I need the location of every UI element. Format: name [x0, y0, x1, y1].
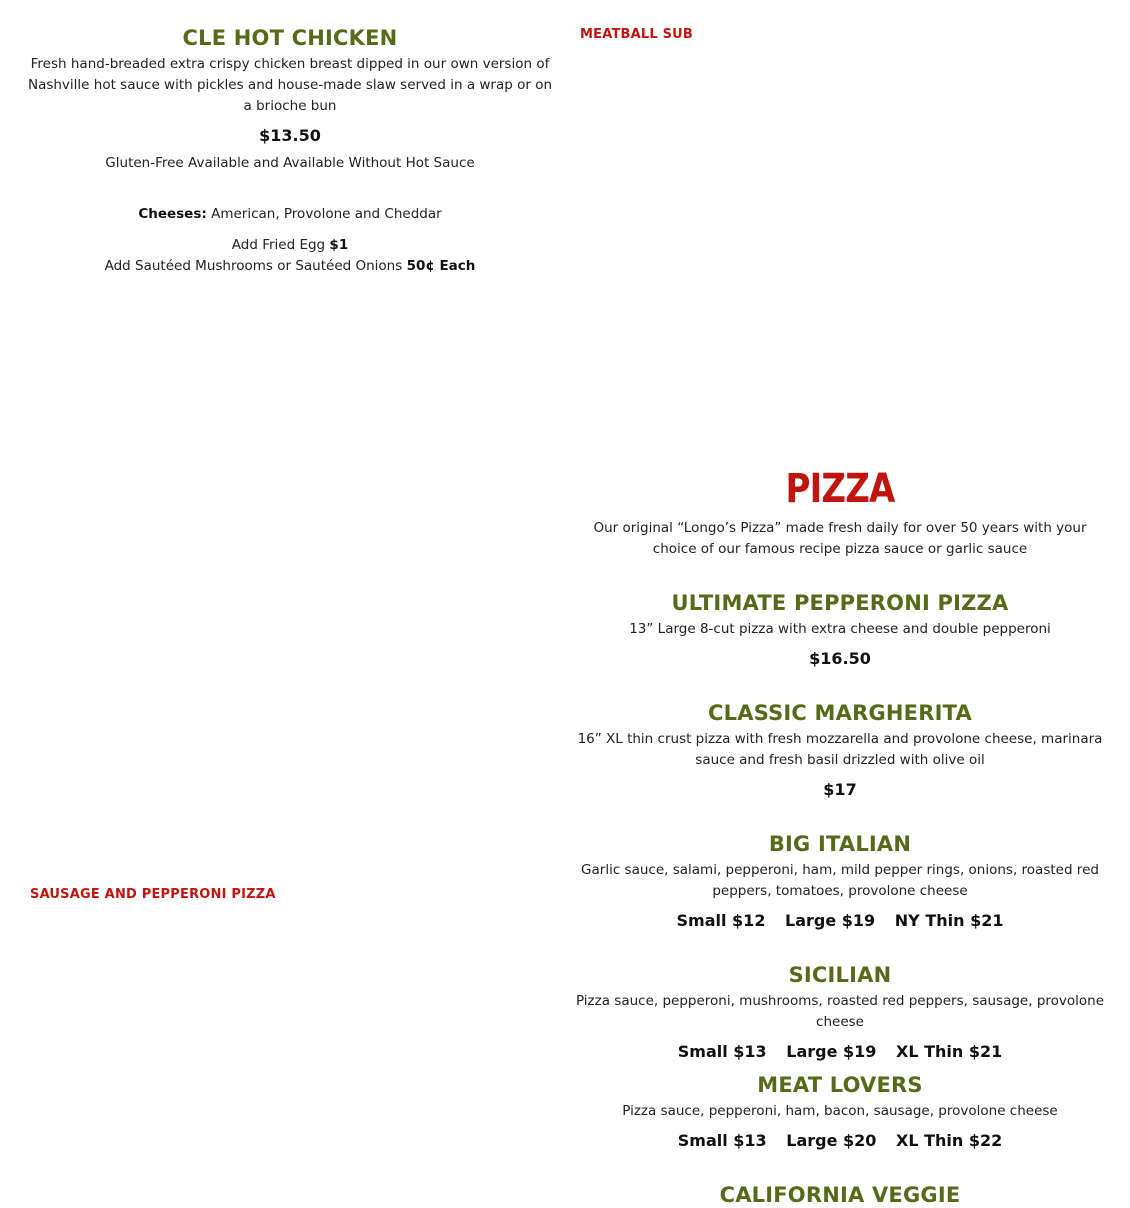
item-note: Gluten-Free Available and Available Without Hot Sauce — [105, 155, 475, 171]
price-large: Large $19 — [786, 1042, 877, 1061]
pizza-item-california-veggie — [575, 1183, 1105, 1207]
pizza-section — [575, 466, 1105, 560]
item-price: $17 — [823, 780, 857, 799]
pizza-item-big-italian — [575, 832, 1105, 930]
item-price: $13.50 — [259, 126, 321, 145]
cheeses-value: American, Provolone and Cheddar — [211, 206, 442, 222]
item-description: Pizza sauce, pepperoni, ham, bacon, sausage, provolone cheese — [622, 1103, 1058, 1119]
pizza-item-ultimate-pepperoni — [575, 591, 1105, 668]
item-title: MEAT LOVERS — [757, 1073, 923, 1097]
item-description: 16” XL thin crust pizza with fresh mozzarella and provolone cheese, marinara sauce and fresh basil drizzled with olive oil — [577, 731, 1103, 768]
item-title: CLE HOT CHICKEN — [182, 26, 398, 50]
item-title: CLASSIC MARGHERITA — [708, 701, 972, 725]
pizza-item-classic-margherita — [575, 701, 1105, 799]
cheese-options — [25, 204, 555, 225]
item-description: Pizza sauce, pepperoni, mushrooms, roasted red peppers, sausage, provolone cheese — [575, 993, 1105, 1030]
item-prices — [575, 1131, 1105, 1150]
addon-text: Add Sautéed Mushrooms or Sautéed Onions — [104, 258, 403, 274]
item-description: Garlic sauce, salami, pepperoni, ham, mild pepper rings, onions, roasted red peppers, tomatoes, provolone cheese — [581, 862, 1099, 899]
menu-item-cle-hot-chicken — [25, 26, 555, 277]
item-price: $16.50 — [809, 649, 871, 668]
price-ny-thin: NY Thin $21 — [894, 911, 1004, 930]
item-description: 13” Large 8-cut pizza with extra cheese and double pepperoni — [629, 621, 1051, 637]
item-title: SICILIAN — [788, 963, 892, 987]
section-description: Our original “Longo’s Pizza” made fresh daily for over 50 years with your choice of our famous recipe pizza sauce or garlic sauce — [593, 520, 1087, 557]
price-large: Large $19 — [785, 911, 876, 930]
pizza-item-sicilian — [575, 963, 1105, 1061]
addon-price: $1 — [329, 237, 349, 253]
pizza-item-meat-lovers — [575, 1073, 1105, 1150]
meatball-sub-label: MEATBALL SUB — [580, 27, 694, 42]
item-prices — [575, 911, 1105, 930]
section-title: PIZZA — [785, 466, 895, 512]
addon-mushrooms-onions — [25, 256, 555, 277]
item-title: CALIFORNIA VEGGIE — [719, 1183, 961, 1207]
price-xl-thin: XL Thin $22 — [896, 1131, 1003, 1150]
item-prices — [575, 1042, 1105, 1061]
price-xl-thin: XL Thin $21 — [896, 1042, 1003, 1061]
sausage-pepperoni-label: SAUSAGE AND PEPPERONI PIZZA — [30, 887, 276, 902]
price-large: Large $20 — [786, 1131, 877, 1150]
cheeses-label: Cheeses: — [138, 206, 207, 222]
addon-text: Add Fried Egg — [231, 237, 326, 253]
item-title: BIG ITALIAN — [768, 832, 912, 856]
item-title: ULTIMATE PEPPERONI PIZZA — [671, 591, 1009, 615]
price-small: Small $12 — [676, 911, 766, 930]
addon-price: 50¢ Each — [406, 258, 476, 274]
price-small: Small $13 — [677, 1042, 767, 1061]
addon-fried-egg — [25, 235, 555, 256]
price-small: Small $13 — [677, 1131, 767, 1150]
item-description: Fresh hand-breaded extra crispy chicken breast dipped in our own version of Nashville hot sauce with pickles and house-made slaw served in a wrap or on a brioche bun — [27, 56, 553, 114]
